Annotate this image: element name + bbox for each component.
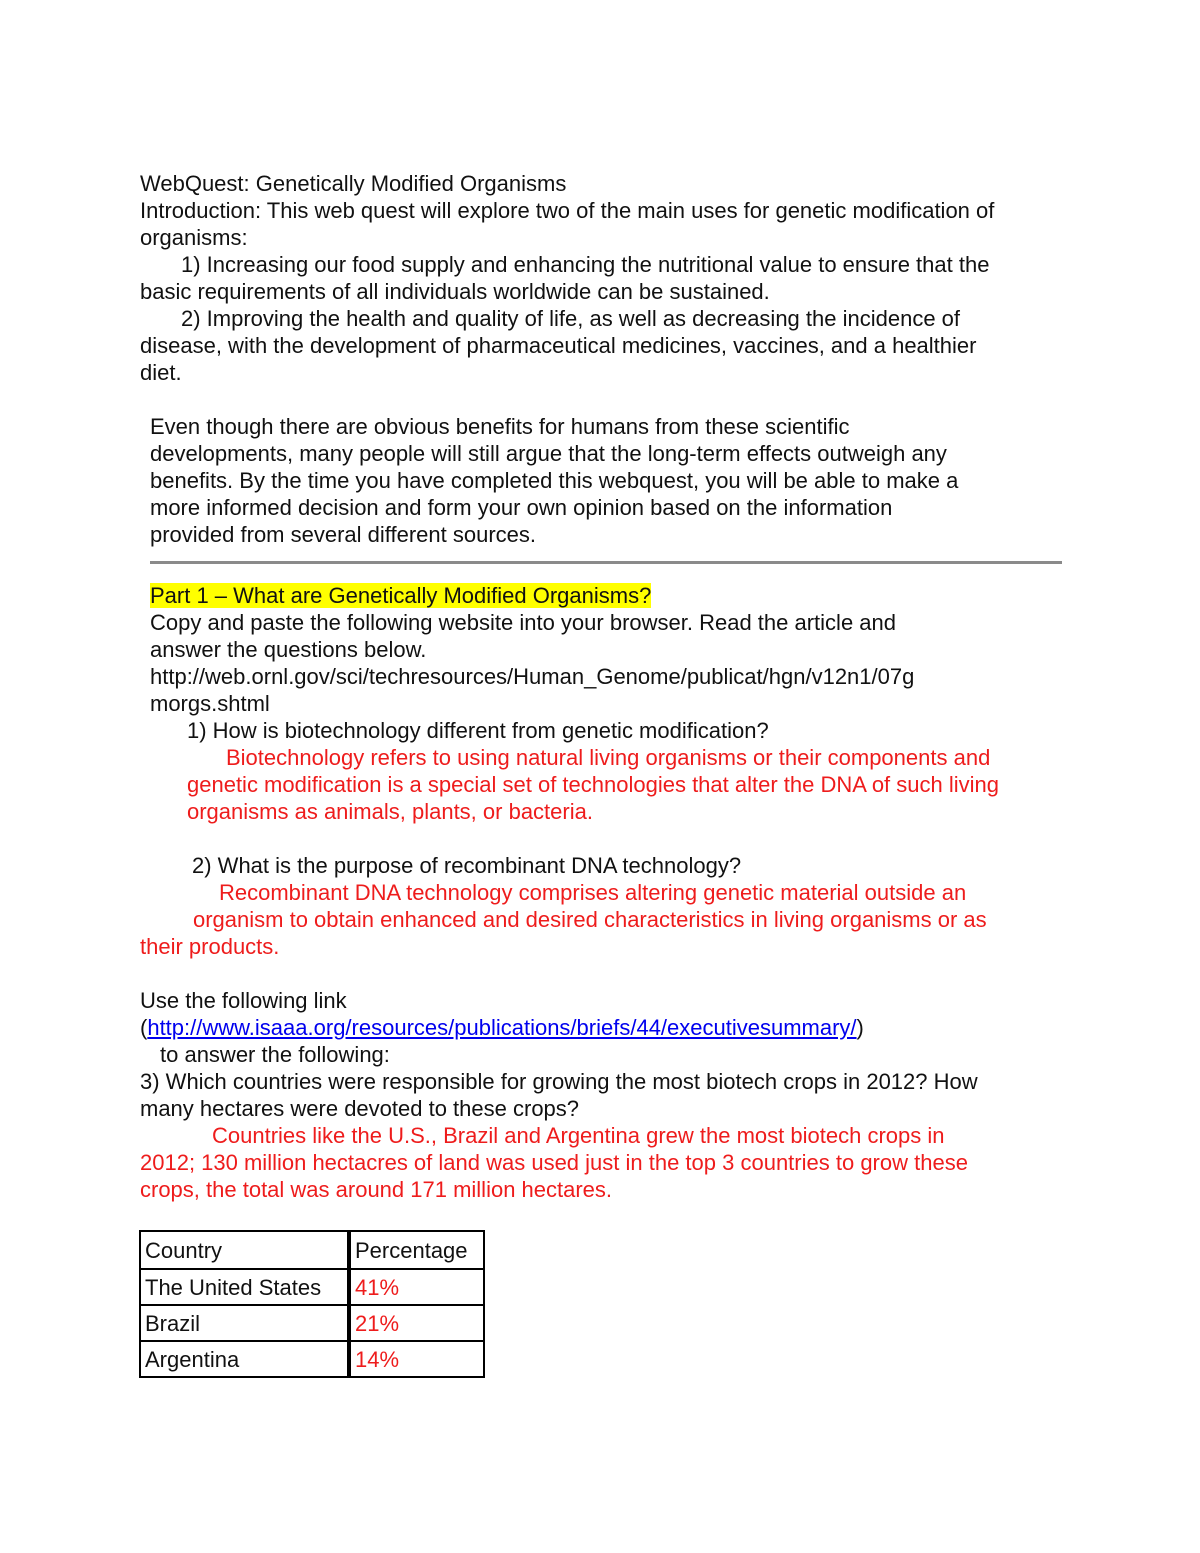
isaaa-summary-link[interactable]: http://www.isaaa.org/resources/publications/briefs/44/executivesummary/ [147, 1015, 857, 1040]
table-cell-percentage: 41% [349, 1269, 484, 1305]
article-url-cont: morgs.shtml [150, 691, 270, 716]
overview-line: Even though there are obvious benefits for humans from these scientific [150, 414, 850, 439]
part1-heading-highlight: Part 1 – What are Genetically Modified Organisms? [150, 583, 652, 608]
link-intro: Use the following link [140, 988, 347, 1013]
question-2: 2) What is the purpose of recombinant DNA technology? [192, 853, 742, 878]
intro-line: Introduction: This web quest will explore two of the main uses for genetic modification of [140, 198, 995, 223]
intro-list-item-2: 2) Improving the health and quality of life, as well as decreasing the incidence of [181, 306, 961, 331]
document-title: WebQuest: Genetically Modified Organisms [140, 171, 567, 196]
link-after: to answer the following: [160, 1042, 390, 1067]
overview-line: developments, many people will still argue that the long-term effects outweigh any [150, 441, 947, 466]
answer-3-cont: 2012; 130 million hectacres of land was used just in the top 3 countries to grow these [140, 1150, 968, 1175]
overview-line: provided from several different sources. [150, 522, 536, 547]
answer-2: Recombinant DNA technology comprises altering genetic material outside an [219, 880, 967, 905]
answer-1: Biotechnology refers to using natural living organisms or their components and [226, 745, 991, 770]
table-cell-country: Brazil [140, 1305, 349, 1341]
table-cell-percentage: 21% [349, 1305, 484, 1341]
part1-instructions: Copy and paste the following website into your browser. Read the article and [150, 610, 896, 635]
answer-3: Countries like the U.S., Brazil and Argentina grew the most biotech crops in [212, 1123, 945, 1148]
link-line [140, 1014, 864, 1041]
question-3: 3) Which countries were responsible for growing the most biotech crops in 2012? How [140, 1069, 978, 1094]
answer-2-cont: organism to obtain enhanced and desired characteristics in living organisms or as [193, 907, 987, 932]
intro-list-item-2-cont: disease, with the development of pharmaceutical medicines, vaccines, and a healthier [140, 333, 977, 358]
answer-1-cont: genetic modification is a special set of technologies that alter the DNA of such living [187, 772, 1000, 797]
intro-list-item-1-cont: basic requirements of all individuals worldwide can be sustained. [140, 279, 770, 304]
answer-2-cont: their products. [140, 934, 280, 959]
country-percentage-table [139, 1230, 485, 1378]
table-header-row [140, 1231, 484, 1269]
part1-heading [150, 582, 651, 609]
overview-line: more informed decision and form your own opinion based on the information [150, 495, 893, 520]
table-header-country: Country [140, 1231, 349, 1269]
intro-list-item-2-cont: diet. [140, 360, 182, 385]
intro-list-item-1: 1) Increasing our food supply and enhancing the nutritional value to ensure that the [181, 252, 990, 277]
section-divider [150, 561, 1062, 564]
answer-1-cont: organisms as animals, plants, or bacteria. [187, 799, 593, 824]
overview-line: benefits. By the time you have completed this webquest, you will be able to make a [150, 468, 959, 493]
answer-3-cont: crops, the total was around 171 million hectares. [140, 1177, 613, 1202]
table-row [140, 1341, 484, 1377]
table-row [140, 1269, 484, 1305]
table-cell-percentage: 14% [349, 1341, 484, 1377]
article-url: http://web.ornl.gov/sci/techresources/Human_Genome/publicat/hgn/v12n1/07g [150, 664, 915, 689]
table-header-percentage: Percentage [349, 1231, 484, 1269]
table-cell-country: The United States [140, 1269, 349, 1305]
table-cell-country: Argentina [140, 1341, 349, 1377]
part1-instructions: answer the questions below. [150, 637, 427, 662]
link-open-paren: ( [140, 1015, 148, 1040]
question-3-cont: many hectares were devoted to these crops? [140, 1096, 580, 1121]
intro-line: organisms: [140, 225, 248, 250]
link-close-paren: ) [856, 1015, 864, 1040]
question-1: 1) How is biotechnology different from genetic modification? [187, 718, 769, 743]
table-row [140, 1305, 484, 1341]
